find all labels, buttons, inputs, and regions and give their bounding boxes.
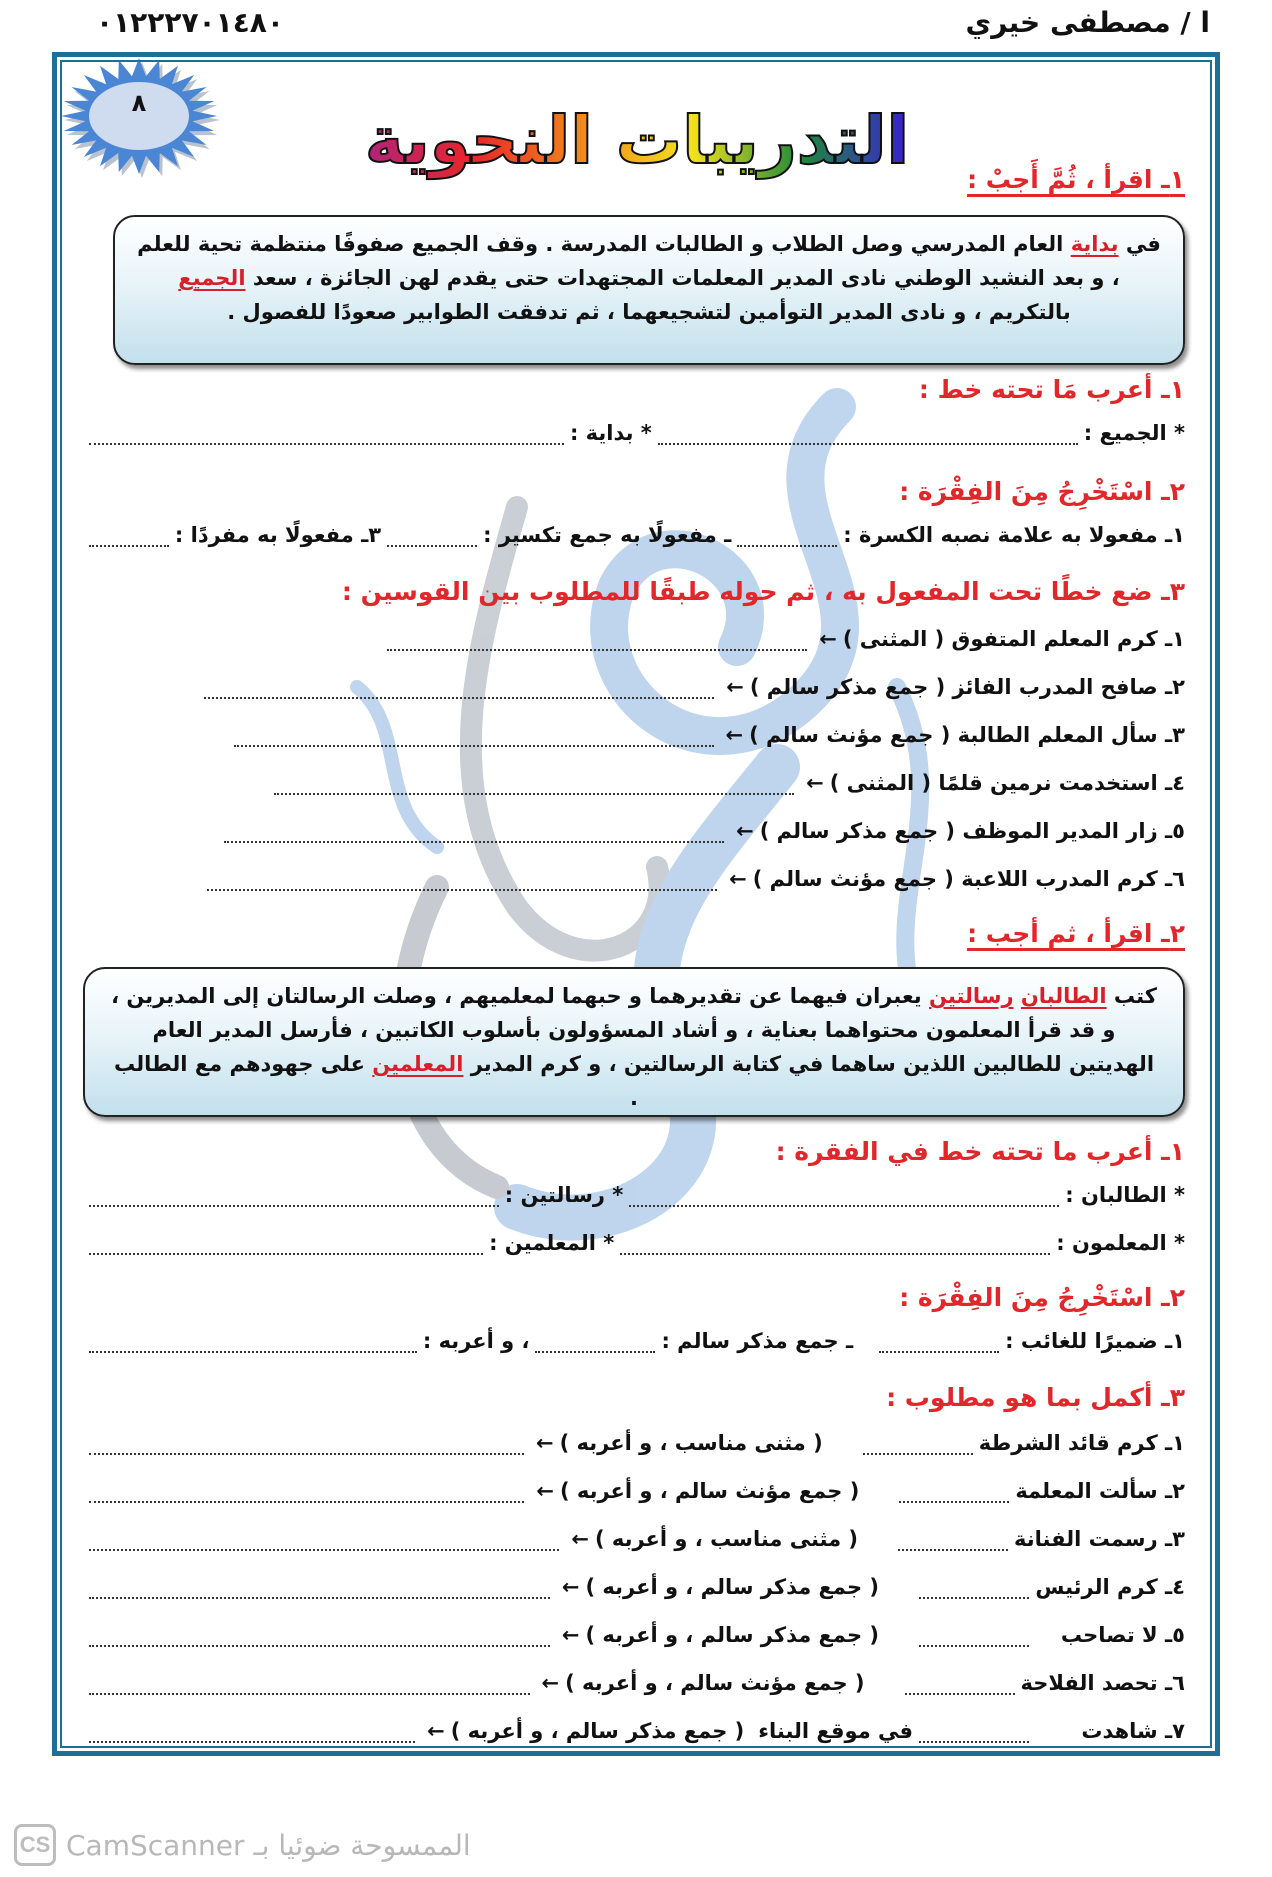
- part2-q1-heading: ١ـ أعرب ما تحته خط في الفقرة :: [775, 1137, 1185, 1166]
- answer-row: [83, 1321, 1185, 1353]
- part1-heading: ١ـ اقرأ ، ثُمَّ أَجبْ :: [967, 165, 1185, 194]
- requirement: ( جمع مذكر سالم ، و أعربه ): [585, 1575, 879, 1599]
- passage-text: كتب: [1113, 984, 1157, 1008]
- answer-row: [83, 1223, 1185, 1255]
- part2-q2-heading: ٢ـ اسْتَخْرِجُ مِنَ الفِقْرَة :: [899, 1283, 1185, 1312]
- sentence: ٢ـ صافح المدرب الفائز ( جمع مذكر سالم ): [749, 675, 1185, 699]
- camscanner-footer: [14, 1822, 471, 1868]
- requirement: ( جمع مؤنث سالم ، و أعربه ): [559, 1479, 860, 1503]
- complete-row: [83, 1423, 1185, 1455]
- complete-row: [83, 1615, 1185, 1647]
- underlined-word: الجميع: [178, 266, 246, 290]
- answer-blank[interactable]: [89, 1343, 417, 1353]
- page-number: ٨: [131, 89, 147, 117]
- answer-blank[interactable]: [207, 881, 717, 891]
- arrow-left-icon: ←: [736, 819, 754, 843]
- sentence: ٧ـ شاهدت: [1081, 1719, 1185, 1743]
- starburst-icon: [59, 59, 219, 179]
- answer-blank[interactable]: [274, 785, 794, 795]
- answer-blank[interactable]: [89, 1589, 550, 1599]
- page-header: [0, 0, 1272, 50]
- arrow-left-icon: ←: [561, 1575, 580, 1599]
- answer-blank[interactable]: [863, 1445, 973, 1455]
- answer-blank[interactable]: [89, 1733, 415, 1743]
- sentence: ٦ـ كرم المدرب اللاعبة ( جمع مؤنث سالم ): [752, 867, 1185, 891]
- answer-label: * بداية :: [569, 421, 652, 445]
- arrow-left-icon: ←: [561, 1623, 580, 1647]
- sentence: ٤ـ كرم الرئيس: [1035, 1575, 1185, 1599]
- sentence: ٣ـ رسمت الفنانة: [1014, 1527, 1185, 1551]
- sentence: ٥ـ زار المدير الموظف ( جمع مذكر سالم ): [759, 819, 1185, 843]
- answer-row: [83, 1175, 1185, 1207]
- sentence: ٦ـ تحصد الفلاحة: [1020, 1671, 1185, 1695]
- complete-row: [83, 1711, 1185, 1743]
- answer-blank[interactable]: [919, 1589, 1029, 1599]
- answer-blank[interactable]: [535, 1343, 655, 1353]
- page-frame: [52, 52, 1220, 1756]
- part1-passage: [113, 215, 1185, 365]
- answer-blank[interactable]: [919, 1733, 1029, 1743]
- sentence-tail: في موقع البناء: [758, 1719, 913, 1743]
- answer-blank[interactable]: [905, 1685, 1015, 1695]
- part2-heading: ٢ـ اقرأ ، ثم أجب :: [967, 919, 1185, 948]
- answer-blank[interactable]: [387, 537, 477, 547]
- answer-row: [83, 515, 1185, 547]
- requirement: ( مثنى مناسب ، و أعربه ): [559, 1431, 823, 1455]
- answer-blank[interactable]: [737, 537, 837, 547]
- answer-blank[interactable]: [89, 537, 169, 547]
- requirement: ( جمع مذكر سالم ، و أعربه ): [585, 1623, 879, 1647]
- transform-row: [83, 619, 1185, 651]
- phone-number: ٠١٢٢٢٧٠١٤٨٠: [96, 6, 284, 39]
- answer-blank[interactable]: [89, 1245, 483, 1255]
- page-number-badge: [59, 59, 219, 179]
- arrow-left-icon: ←: [806, 771, 824, 795]
- part2-q3-heading: ٣ـ أكمل بما هو مطلوب :: [886, 1383, 1185, 1412]
- transform-row: [83, 715, 1185, 747]
- answer-blank[interactable]: [620, 1245, 1050, 1255]
- arrow-left-icon: ←: [725, 723, 744, 747]
- camscanner-logo-icon: CS: [14, 1824, 56, 1866]
- complete-row: [83, 1567, 1185, 1599]
- transform-row: [83, 763, 1185, 795]
- answer-blank[interactable]: [89, 1197, 499, 1207]
- passage-text: بالتكريم ، و نادى المدير التوأمين لتشجيعهما ، ثم تدفقت الطوابير صعودًا للفصول .: [227, 300, 1071, 324]
- answer-label: ١ـ ضميرًا للغائب :: [1005, 1329, 1185, 1353]
- requirement: ( مثنى مناسب ، و أعربه ): [594, 1527, 859, 1551]
- sentence: ١ـ كرم المعلم المتفوق ( المثنى ): [842, 627, 1185, 651]
- passage-text: على جهودهم مع الطالب .: [113, 1052, 638, 1110]
- camscanner-text: الممسوحة ضوئيا بـ CamScanner: [66, 1828, 471, 1862]
- answer-blank[interactable]: [224, 833, 724, 843]
- complete-row: [83, 1471, 1185, 1503]
- complete-row: [83, 1519, 1185, 1551]
- passage-text: يعبران فيهما عن تقديرهما و حبهما لمعلميهم ، وصلت الرسالتان إلى المديرين ، و قد قرأ المعلمون محتواهما بعناية ، و أشاد المسؤولون بأسلوب الكاتبين ، فأرسل المدير العام الهديتين للطالبين اللذين ساهما في كتابة الرسالتين ، و كرم المدير: [111, 984, 1155, 1076]
- page-title: [57, 85, 1217, 195]
- answer-label: ـ مفعولًا به جمع تكسير :: [483, 523, 732, 547]
- underlined-word: الطالبان: [1020, 984, 1107, 1008]
- author-name: ا / مصطفى خيري: [965, 6, 1210, 39]
- sentence: ١ـ كرم قائد الشرطة: [978, 1431, 1185, 1455]
- transform-row: [83, 859, 1185, 891]
- transform-row: [83, 667, 1185, 699]
- part2-passage: [83, 967, 1185, 1117]
- complete-row: [83, 1663, 1185, 1695]
- sentence: ٤ـ استخدمت نرمين قلمًا ( المثنى ): [829, 771, 1185, 795]
- answer-blank[interactable]: [629, 1197, 1059, 1207]
- sentence: ٢ـ سألت المعلمة: [1015, 1479, 1185, 1503]
- arrow-left-icon: ←: [571, 1527, 589, 1551]
- answer-blank[interactable]: [204, 689, 714, 699]
- answer-blank[interactable]: [879, 1343, 999, 1353]
- answer-blank[interactable]: [919, 1637, 1029, 1647]
- part1-q2-heading: ٢ـ اسْتَخْرِجُ مِنَ الفِقْرَة :: [899, 477, 1185, 506]
- answer-label: ٣ـ مفعولًا به مفردًا :: [174, 523, 382, 547]
- answer-label: ـ جمع مذكر سالم :: [661, 1329, 854, 1353]
- underlined-word: بداية: [1070, 232, 1119, 256]
- answer-blank[interactable]: [89, 1493, 524, 1503]
- answer-label: * رسالتين :: [504, 1183, 624, 1207]
- answer-blank[interactable]: [899, 1493, 1009, 1503]
- answer-row: [83, 413, 1185, 445]
- answer-blank[interactable]: [89, 1685, 530, 1695]
- answer-blank[interactable]: [658, 435, 1078, 445]
- answer-label: * المعلمين :: [489, 1231, 615, 1255]
- answer-blank[interactable]: [89, 1637, 550, 1647]
- arrow-left-icon: ←: [536, 1431, 554, 1455]
- answer-blank[interactable]: [89, 1541, 559, 1551]
- arrow-left-icon: ←: [819, 627, 837, 651]
- underlined-word: رسالتين: [929, 984, 1014, 1008]
- underlined-word: المعلمين: [372, 1052, 464, 1076]
- arrow-left-icon: ←: [427, 1719, 445, 1743]
- part1-q3-heading: ٣ـ ضع خطًا تحت المفعول به ، ثم حوله طبقًا للمطلوب بين القوسين :: [341, 577, 1185, 606]
- sentence: ٥ـ لا تصاحب: [1060, 1623, 1185, 1647]
- answer-label: * المعلمون :: [1056, 1231, 1185, 1255]
- requirement: ( جمع مؤنث سالم ، و أعربه ): [565, 1671, 865, 1695]
- answer-blank[interactable]: [89, 435, 564, 445]
- answer-blank[interactable]: [234, 737, 714, 747]
- arrow-left-icon: ←: [536, 1479, 554, 1503]
- arrow-left-icon: ←: [729, 867, 747, 891]
- passage-text: العام المدرسي وصل الطلاب و الطالبات المدرسة . وقف الجميع صفوفًا منتظمة تحية للعلم ، و بعد النشيد الوطني نادى المدير المعلمات المجتهدات حتى يقدم لهن الجائزة ، سعد: [137, 232, 1120, 290]
- answer-blank[interactable]: [89, 1445, 524, 1455]
- watermark-calligraphy: [317, 387, 1017, 1287]
- answer-label: * الطالبان :: [1065, 1183, 1185, 1207]
- title-text: التدريبات النحوية: [364, 102, 910, 179]
- transform-row: [83, 811, 1185, 843]
- passage-text: في: [1125, 232, 1161, 256]
- part1-q1-heading: ١ـ أعرب مَا تحته خط :: [918, 375, 1185, 404]
- requirement: ( جمع مذكر سالم ، و أعربه ): [450, 1719, 745, 1743]
- sentence: ٣ـ سأل المعلم الطالبة ( جمع مؤنث سالم ): [749, 723, 1185, 747]
- answer-label: * الجميع :: [1083, 421, 1185, 445]
- arrow-left-icon: ←: [541, 1671, 560, 1695]
- answer-label: ، و أعربه :: [422, 1329, 530, 1353]
- answer-blank[interactable]: [898, 1541, 1008, 1551]
- arrow-left-icon: ←: [726, 675, 744, 699]
- answer-blank[interactable]: [387, 641, 807, 651]
- answer-label: ١ـ مفعولا به علامة نصبه الكسرة :: [843, 523, 1185, 547]
